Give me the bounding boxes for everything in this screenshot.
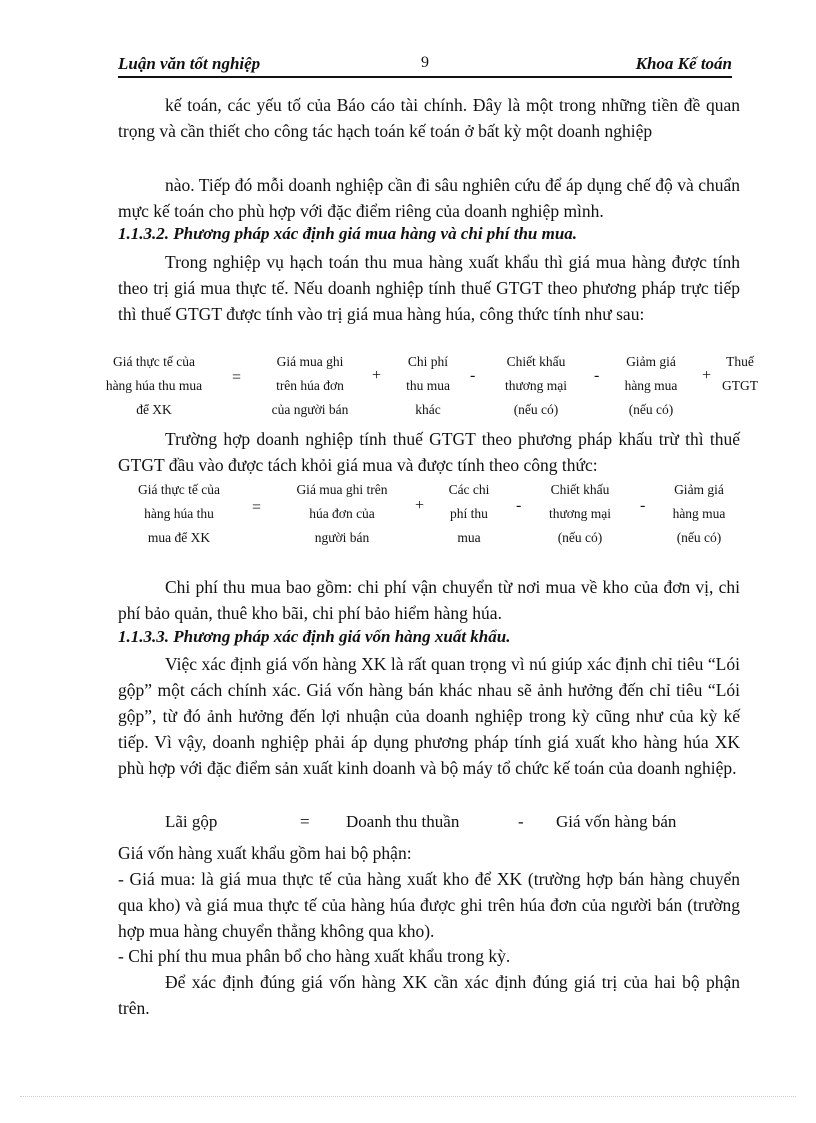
- section-heading-1-1-3-2: 1.1.3.2. Phương pháp xác định giá mua hàng và chi phí thu mua.: [118, 224, 578, 243]
- footer-divider: [20, 1096, 796, 1097]
- formula1-op: =: [232, 369, 242, 386]
- paragraph-5: Chi phí thu mua bao gồm: chi phí vận chuyển từ nơi mua về kho của đơn vị, chi phí bảo quản, thuê kho bãi, chi phí bảo hiểm hàng húa.: [118, 577, 740, 623]
- formula1-term: Giá thực tế của hàng húa thu mua để XK: [105, 354, 203, 417]
- formula1-op: +: [702, 367, 712, 384]
- formula2-term: Chiết khấu thương mại (nếu có): [548, 482, 612, 545]
- formula1-term: Chiết khấu thương mại (nếu có): [504, 354, 568, 417]
- paragraph-10: Để xác định đúng giá vốn hàng XK cần xác định đúng giá trị của hai bộ phận trên.: [118, 972, 740, 1018]
- section-heading-1-1-3-3: 1.1.3.3. Phương pháp xác định giá vốn hàng xuất khẩu.: [118, 627, 511, 646]
- formula-deduction-method: [0, 478, 816, 554]
- formula2-op: -: [640, 497, 646, 514]
- paragraph-3: Trong nghiệp vụ hạch toán thu mua hàng xuất khẩu thì giá mua hàng được tính theo trị giá mua thực tế. Nếu doanh nghiệp tính thuế GTGT theo phương pháp trực tiếp thì thuế GTGT được tính vào trị giá mua hàng húa, công thức tính như sau:: [118, 252, 740, 324]
- formula2-op: =: [252, 499, 262, 516]
- formula1-op: -: [594, 367, 600, 384]
- page-header: [118, 52, 732, 78]
- paragraph-2: nào. Tiếp đó mỗi doanh nghiệp cần đi sâu nghiên cứu để áp dụng chế độ và chuẩn mực kế toán cho phù hợp với đặc điểm riêng của doanh nghiệp mình.: [118, 175, 740, 221]
- formula-direct-method: [0, 350, 816, 426]
- formula2-term: Các chi phí thu mua: [448, 482, 490, 545]
- formula2-op: +: [415, 497, 425, 514]
- formula3-minus: -: [518, 812, 524, 831]
- formula3-gross-profit: Lãi gộp: [165, 812, 218, 831]
- header-department: Khoa Kế toán: [635, 54, 732, 73]
- formula1-op: +: [372, 367, 382, 384]
- formula2-op: -: [516, 497, 522, 514]
- paragraph-6: Việc xác định giá vốn hàng XK là rất quan trọng vì nú giúp xác định chỉ tiêu “Lói gộp” một cách chính xác. Giá vốn hàng bán khác nhau sẽ ảnh hưởng đến chỉ tiêu “Lói gộp”, từ đó ảnh hưởng đến lợi nhuận của doanh nghiệp trong kỳ cũng như của kỳ kế tiếp. Vì vậy, doanh nghiệp phải áp dụng phương pháp tính giá xuất kho hàng húa XK phù hợp với đặc điểm sản xuất kinh doanh và bộ máy tổ chức kế toán của doanh nghiệp.: [118, 654, 740, 778]
- paragraph-9: - Chi phí thu mua phân bổ cho hàng xuất khẩu trong kỳ.: [118, 946, 511, 966]
- formula3-cogs: Giá vốn hàng bán: [556, 812, 677, 831]
- paragraph-7: Giá vốn hàng xuất khẩu gồm hai bộ phận:: [118, 843, 412, 863]
- paragraph-8: - Giá mua: là giá mua thực tế của hàng xuất kho để XK (trường hợp bán hàng chuyển qua kho) và giá mua thực tế của hàng húa được ghi trên húa đơn của người bán (trường hợp mua hàng chuyển thẳng không qua kho).: [118, 869, 740, 941]
- page-number: 9: [421, 54, 429, 71]
- paragraph-1: kế toán, các yếu tố của Báo cáo tài chính. Đây là một trong những tiền đề quan trọng và cần thiết cho công tác hạch toán kế toán ở bất kỳ một doanh nghiệp: [118, 95, 740, 141]
- formula3-net-revenue: Doanh thu thuần: [346, 812, 460, 831]
- formula1-term: Giảm giá hàng mua (nếu có): [624, 354, 678, 417]
- paragraph-4: Trường hợp doanh nghiệp tính thuế GTGT theo phương pháp khấu trừ thì thuế GTGT đầu vào được tách khỏi giá mua và được tính theo công thức:: [118, 429, 740, 475]
- formula1-term: Chi phí thu mua khác: [406, 354, 450, 417]
- header-thesis-title: Luận văn tốt nghiệp: [118, 54, 261, 73]
- formula2-term: Giá mua ghi trên húa đơn của người bán: [296, 482, 388, 545]
- formula2-term: Giá thực tế của hàng húa thu mua để XK: [138, 482, 220, 545]
- formula1-term: Thuế GTGT: [722, 354, 758, 393]
- formula2-term: Giảm giá hàng mua (nếu có): [672, 482, 726, 545]
- formula3-equals: =: [300, 812, 310, 831]
- formula1-op: -: [470, 367, 476, 384]
- formula1-term: Giá mua ghi trên húa đơn của người bán: [271, 354, 349, 417]
